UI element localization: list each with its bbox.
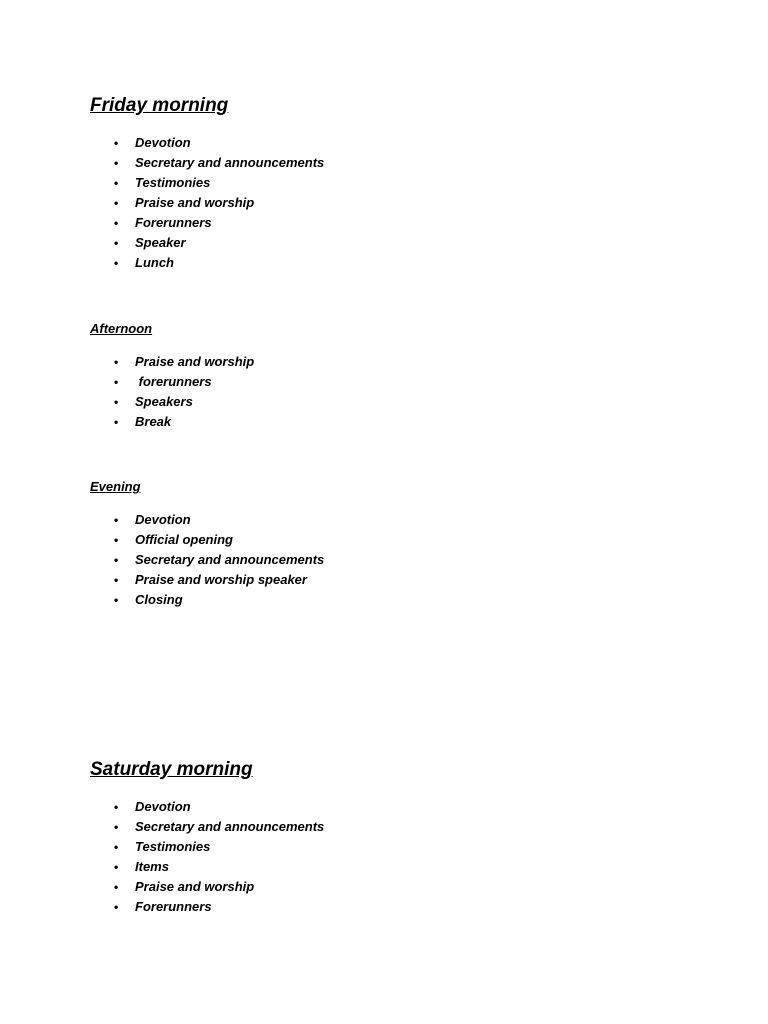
list-item-label: Praise and worship xyxy=(135,195,255,210)
agenda-list xyxy=(90,510,324,610)
list-item xyxy=(90,253,324,273)
list-item xyxy=(90,897,324,917)
bullet-icon: • xyxy=(114,256,119,270)
bullet-icon: • xyxy=(114,800,119,814)
list-item-label: Secretary and announcements xyxy=(135,155,325,170)
bullet-icon: • xyxy=(114,840,119,854)
list-item xyxy=(90,173,324,193)
list-item xyxy=(90,372,254,392)
list-item xyxy=(90,392,254,412)
agenda-list xyxy=(90,797,324,917)
bullet-icon: • xyxy=(114,820,119,834)
list-item xyxy=(90,352,254,372)
bullet-icon: • xyxy=(114,355,119,369)
list-item-label: Testimonies xyxy=(135,175,211,190)
bullet-icon: • xyxy=(114,375,119,389)
section-saturday-morning xyxy=(90,758,324,917)
list-item-label: forerunners xyxy=(135,374,212,389)
list-item-label: Speaker xyxy=(135,235,186,250)
bullet-icon: • xyxy=(114,415,119,429)
list-item-label: Closing xyxy=(135,592,183,607)
list-item xyxy=(90,857,324,877)
bullet-icon: • xyxy=(114,136,119,150)
list-item-label: Praise and worship speaker xyxy=(135,572,307,587)
bullet-icon: • xyxy=(114,395,119,409)
list-item-label: Secretary and announcements xyxy=(135,819,325,834)
section-afternoon xyxy=(90,321,254,432)
list-item xyxy=(90,797,324,817)
bullet-icon: • xyxy=(114,236,119,250)
list-item-label: Lunch xyxy=(135,255,174,270)
list-item xyxy=(90,530,324,550)
list-item-label: Devotion xyxy=(135,512,191,527)
list-item-label: Devotion xyxy=(135,799,191,814)
list-item-label: Praise and worship xyxy=(135,879,255,894)
list-item xyxy=(90,213,324,233)
list-item xyxy=(90,510,324,530)
bullet-icon: • xyxy=(114,573,119,587)
list-item-label: Forerunners xyxy=(135,899,212,914)
section-friday-morning xyxy=(90,94,324,273)
bullet-icon: • xyxy=(114,900,119,914)
bullet-icon: • xyxy=(114,553,119,567)
bullet-icon: • xyxy=(114,196,119,210)
list-item xyxy=(90,837,324,857)
bullet-icon: • xyxy=(114,156,119,170)
agenda-list xyxy=(90,133,324,273)
list-item xyxy=(90,133,324,153)
list-item-label: Devotion xyxy=(135,135,191,150)
bullet-icon: • xyxy=(114,593,119,607)
section-heading: Friday morning xyxy=(90,95,229,116)
bullet-icon: • xyxy=(114,176,119,190)
bullet-icon: • xyxy=(114,533,119,547)
list-item-label: Secretary and announcements xyxy=(135,552,325,567)
section-heading: Saturday morning xyxy=(90,759,253,780)
list-item xyxy=(90,193,324,213)
agenda-list xyxy=(90,352,254,432)
list-item xyxy=(90,570,324,590)
list-item xyxy=(90,590,324,610)
list-item-label: Speakers xyxy=(135,394,193,409)
section-heading: Evening xyxy=(90,479,141,494)
list-item-label: Break xyxy=(135,414,172,429)
bullet-icon: • xyxy=(114,860,119,874)
list-item-label: Praise and worship xyxy=(135,354,255,369)
bullet-icon: • xyxy=(114,216,119,230)
list-item xyxy=(90,153,324,173)
list-item xyxy=(90,412,254,432)
bullet-icon: • xyxy=(114,513,119,527)
list-item xyxy=(90,877,324,897)
list-item xyxy=(90,817,324,837)
list-item-label: Official opening xyxy=(135,532,233,547)
list-item-label: Testimonies xyxy=(135,839,211,854)
list-item-label: Forerunners xyxy=(135,215,212,230)
list-item-label: Items xyxy=(135,859,169,874)
section-evening xyxy=(90,479,324,610)
list-item xyxy=(90,233,324,253)
bullet-icon: • xyxy=(114,880,119,894)
list-item xyxy=(90,550,324,570)
section-heading: Afternoon xyxy=(90,321,153,336)
